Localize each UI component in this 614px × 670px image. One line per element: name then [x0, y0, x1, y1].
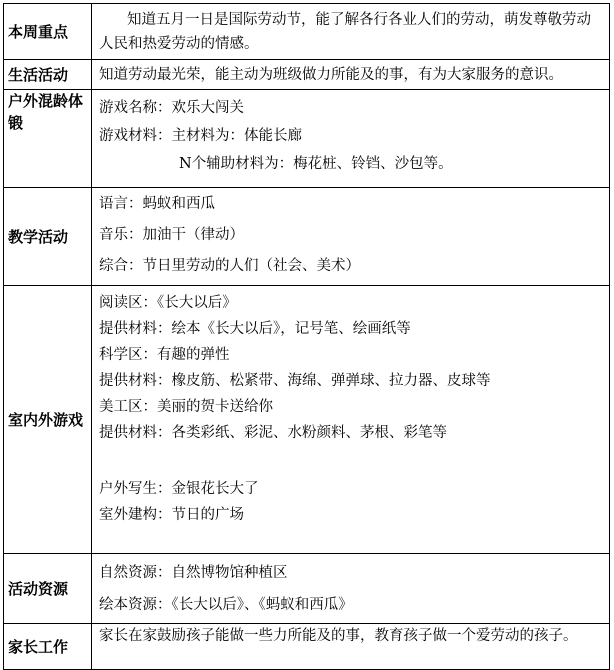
label-focus: 本周重点 — [4, 4, 92, 60]
row-teaching — [4, 188, 610, 286]
games-reading: 阅读区：《长大以后》 — [99, 295, 237, 311]
label-teaching: 教学活动 — [4, 188, 92, 286]
row-life — [4, 60, 610, 90]
weekly-plan-table — [3, 3, 610, 670]
games-construction: 室外建构：节日的广场 — [99, 507, 244, 523]
games-reading-material: 提供材料：绘本《长大以后》，记号笔、绘画纸等 — [99, 321, 411, 337]
outdoor-game-name: 游戏名称：欢乐大闯关 — [99, 100, 244, 116]
label-games: 室内外游戏 — [4, 286, 92, 554]
content-resources — [92, 554, 610, 624]
resources-books: 绘本资源：《长大以后》、《蚂蚁和西瓜》 — [99, 597, 353, 613]
label-parents: 家长工作 — [4, 624, 92, 670]
content-teaching — [92, 188, 610, 286]
games-art-material: 提供材料：各类彩纸、彩泥、水粉颜料、茅根、彩笔等 — [99, 425, 447, 441]
life-text: 知道劳动最光荣，能主动为班级做力所能及的事，有为大家服务的意识。 — [99, 66, 563, 83]
content-games — [92, 286, 610, 554]
teaching-language: 语言：蚂蚁和西瓜 — [99, 196, 215, 212]
games-science-material: 提供材料：橡皮筋、松紧带、海绵、弹弹球、拉力器、皮球等 — [99, 373, 491, 389]
row-resources — [4, 554, 610, 624]
teaching-music: 音乐：加油干（律动） — [99, 227, 244, 243]
content-outdoor — [92, 90, 610, 188]
label-life: 生活活动 — [4, 60, 92, 90]
focus-text: 知道五月一日是国际劳动节，能了解各行各业人们的劳动，萌发尊敬劳动人民和热爱劳动的情感。 — [99, 12, 591, 52]
row-games — [4, 286, 610, 554]
row-outdoor — [4, 90, 610, 188]
games-sketch: 户外写生：金银花长大了 — [99, 481, 259, 497]
outdoor-aux-material: N个辅助材料为：梅花桩、铃铛、沙包等。 — [179, 156, 453, 172]
content-life — [92, 60, 610, 90]
resources-nature: 自然资源：自然博物馆种植区 — [99, 565, 288, 581]
content-parents — [92, 624, 610, 670]
parents-text: 家长在家鼓励孩子能做一些力所能及的事，教育孩子做一个爱劳动的孩子。 — [99, 628, 578, 644]
row-focus — [4, 4, 610, 60]
outdoor-game-material: 游戏材料：主材料为：体能长廊 — [99, 128, 302, 144]
row-parents — [4, 624, 610, 670]
games-art: 美工区：美丽的贺卡送给你 — [99, 399, 273, 415]
games-science: 科学区：有趣的弹性 — [99, 347, 230, 363]
content-focus — [92, 4, 610, 60]
games-gap — [99, 446, 603, 472]
teaching-integrated: 综合：节日里劳动的人们（社会、美术） — [99, 258, 360, 274]
label-outdoor: 户外混龄体锻 — [4, 90, 92, 188]
label-resources: 活动资源 — [4, 554, 92, 624]
